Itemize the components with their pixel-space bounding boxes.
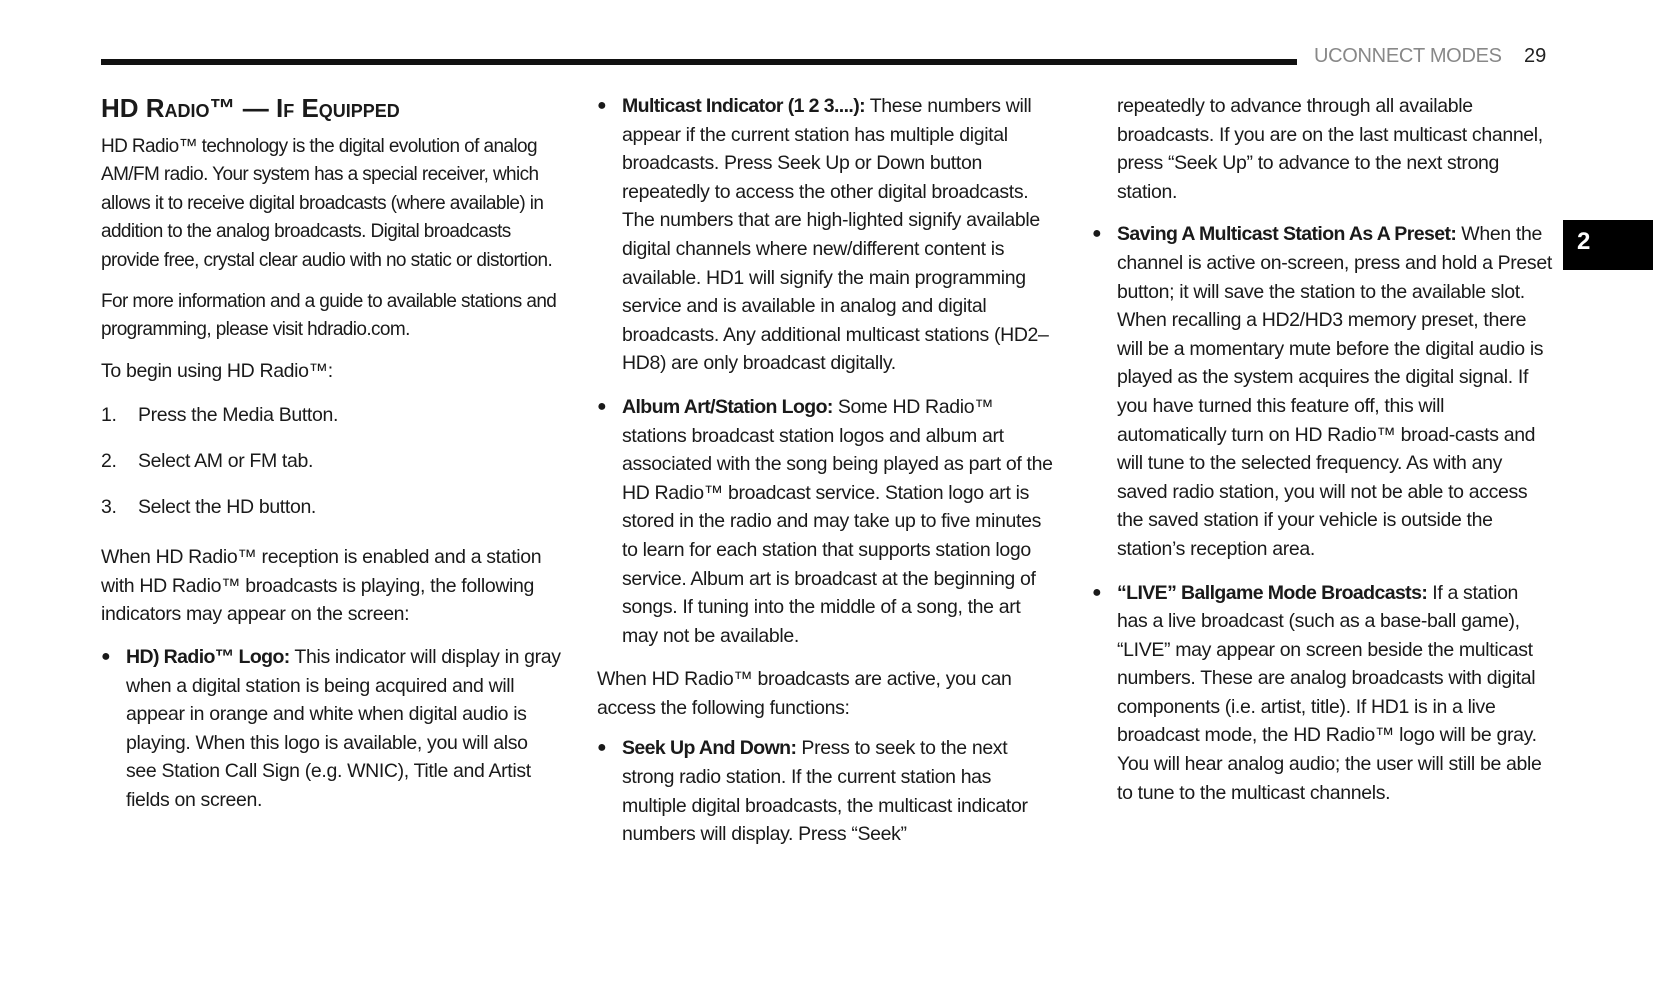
bullet-item (101, 643, 563, 815)
bullet-item (597, 92, 1057, 378)
page-heading: HD Radio™ — If Equipped (101, 93, 400, 123)
bullet-icon: ● (597, 397, 607, 415)
bullet-text: Press to seek to the next strong radio station. If the current station has multiple digital broadcasts, the multicast indicator numbers will display. Press “Seek” (622, 737, 1028, 846)
paragraph: To begin using HD Radio™: (101, 359, 333, 382)
bullet-text: Some HD Radio™ stations broadcast station logos and album art associated with the song being played as part of the HD Radio™ broadcast service. Station logo art is stored in the radio and may take up to five minutes to learn for each station that supports station logo service. Album art is broadcast at the beginning of songs. If tuning into the middle of a song, the art may not be available. (622, 395, 1053, 647)
step-item (101, 447, 563, 476)
column-2 (597, 92, 1057, 864)
step-text: Press the Media Button. (138, 404, 339, 427)
page-number: 29 (1524, 45, 1547, 67)
bullet-icon: ● (1092, 583, 1102, 601)
step-item (101, 401, 563, 430)
bullet-icon: ● (1092, 225, 1102, 243)
bullet-item (597, 393, 1057, 650)
bullet-continuation: repeatedly to advance through all available broadcasts. If you are on the last multicast channel, press “Seek Up” to advance to the next strong station. (1117, 95, 1543, 203)
bullet-label: Album Art/Station Logo: (622, 395, 833, 418)
bullet-text: These numbers will appear if the current station has multiple digital broadcasts. Press Seek Up or Down button repeatedly to access the other digital broadcasts. The numbers that are high-lighted signify available digital channels where new/different content is available. HD1 will signify the main programming service and is available in analog and digital broadcasts. Any additional multicast stations (HD2–HD8) are only broadcast digitally. (622, 95, 1049, 375)
bullet-text: If a station has a live broadcast (such as a base-ball game), “LIVE” may appear on screen beside the multicast numbers. These are analog broadcasts with digital components (i.e. artist, title). If HD1 is in a live broadcast mode, the HD Radio™ logo will be gray. You will hear analog audio; the user will still be able to tune to the multicast channels. (1117, 581, 1542, 804)
section-title: UCONNECT MODES (1314, 45, 1502, 67)
bullet-item (1092, 220, 1552, 563)
step-text: Select the HD button. (138, 495, 317, 518)
column-3 (1092, 92, 1552, 822)
paragraph: When HD Radio™ reception is enabled and a station with HD Radio™ broadcasts is playing, the following indicators may appear on the screen: (101, 546, 542, 626)
step-number: 3. (101, 495, 117, 518)
step-number: 2. (101, 449, 117, 472)
bullet-label: “LIVE” Ballgame Mode Broadcasts: (1117, 581, 1428, 604)
bullet-icon: ● (597, 739, 607, 757)
bullet-label: Seek Up And Down: (622, 737, 797, 760)
bullet-item (1092, 579, 1552, 808)
paragraph: HD Radio™ technology is the digital evolution of analog AM/FM radio. Your system has a special receiver, which allows it to receive digital broadcasts (where available) in addition to the analog broadcasts. Digital broadcasts provide free, crystal clear audio with no static or distortion. (101, 135, 553, 271)
step-number: 1. (101, 404, 117, 427)
bullet-icon: ● (101, 647, 111, 665)
bullet-text: When the channel is active on-screen, press and hold a Preset button; it will save the station to the available slot. When recalling a HD2/HD3 memory preset, there will be a momentary mute before the digital audio is played as the system acquires the digital signal. If you have turned this feature off, this will automatically turn on HD Radio™ broad-casts and will tune to the selected frequency. As with any saved radio station, you will not be able to access the saved station if your vehicle is outside the station’s reception area. (1117, 223, 1552, 560)
bullet-label: Saving A Multicast Station As A Preset: (1117, 223, 1457, 246)
paragraph: For more information and a guide to available stations and programming, please visit hdradio.com. (101, 290, 557, 341)
bullet-item (597, 734, 1057, 848)
chapter-tab: 2 (1563, 220, 1653, 270)
column-1 (101, 92, 563, 829)
header-rule (101, 59, 1297, 65)
bullet-label: Multicast Indicator (1 2 3....): (622, 95, 866, 117)
step-item (101, 493, 563, 522)
bullet-label: HD) Radio™ Logo: (126, 645, 290, 668)
paragraph: When HD Radio™ broadcasts are active, you can access the following functions: (597, 668, 1012, 719)
bullet-text: This indicator will display in gray when a digital station is being acquired and will appear in orange and white when digital audio is playing. When this logo is available, you will also see Station Call Sign (e.g. WNIC), Title and Artist fields on screen. (126, 645, 561, 811)
step-text: Select AM or FM tab. (138, 449, 314, 472)
bullet-icon: ● (597, 97, 607, 114)
